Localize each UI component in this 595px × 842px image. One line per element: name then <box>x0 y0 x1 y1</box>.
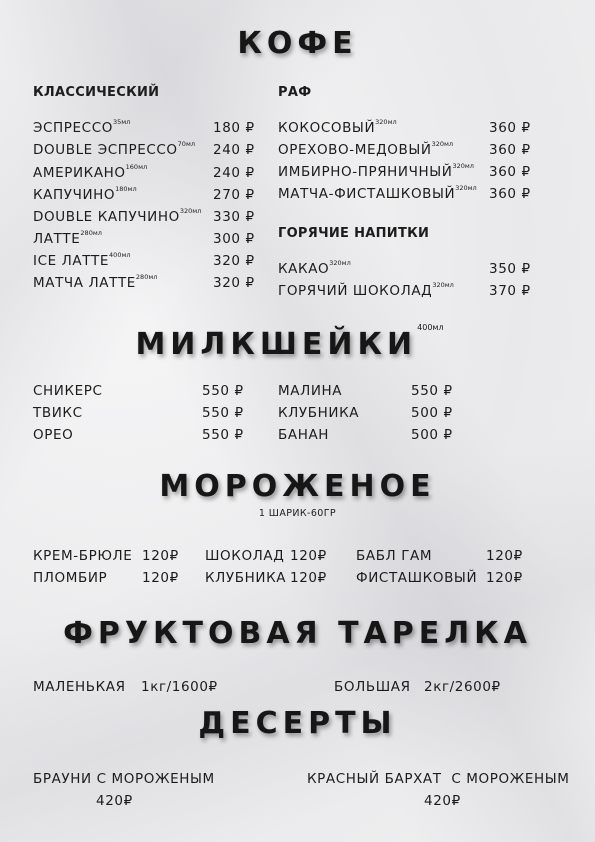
menu-item: $КОКОСОВЫЙ^{320мл}$ <box>278 118 397 136</box>
icecream-title: МОРОЖЕНОЕ <box>159 469 436 504</box>
menu-item: МАЛЕНЬКАЯ <box>33 679 126 695</box>
menu-item: ГОРЯЧИЙ $ШОКОЛАД^{320мл}$ <box>278 281 454 299</box>
icecream-note: 1 ШАРИК-60ГР <box>258 508 337 519</box>
menu-item: БОЛЬШАЯ <box>334 679 411 695</box>
menu-item-price: 120₽ <box>290 570 327 586</box>
menu-item: ОРЕО <box>33 427 74 443</box>
menu-item: $ЭСПРЕССО^{35мл}$ <box>33 118 131 136</box>
menu-item: КРАСНЫЙ БАРХАТ С МОРОЖЕНЫМ <box>307 771 570 787</box>
menu-item-price: 240 ₽ <box>213 142 255 158</box>
menu-item-price: 550 ₽ <box>202 427 244 443</box>
menu-item: $КАКАО^{320мл}$ <box>278 259 351 277</box>
menu-item-price: 360 ₽ <box>489 164 531 180</box>
menu-item: $КАПУЧИНО^{180мл}$ <box>33 185 137 203</box>
menu-item: ШОКОЛАД <box>205 548 285 564</box>
menu-item-price: 420₽ <box>424 793 461 809</box>
milkshakes-volume: 400мл <box>417 323 444 332</box>
menu-item-price: 330 ₽ <box>213 209 255 225</box>
milkshakes-title: $МИЛКШЕЙКИ^{400мл}$ <box>135 323 444 362</box>
menu-item: БАБЛ ГАМ <box>356 548 433 564</box>
menu-item-price: 120₽ <box>142 570 179 586</box>
menu-item: $АМЕРИКАНО^{160мл}$ <box>33 163 148 181</box>
menu-item: БАНАН <box>278 427 330 443</box>
menu-item-price: 120₽ <box>486 548 523 564</box>
menu-item: ФИСТАШКОВЫЙ <box>356 570 478 586</box>
menu-item: СНИКЕРС <box>33 383 103 399</box>
menu-item: МАТЧА-$ФИСТАШКОВЫЙ^{320мл}$ <box>278 184 477 202</box>
menu-item-price: 550 ₽ <box>202 383 244 399</box>
menu-item-price: 550 ₽ <box>202 405 244 421</box>
menu-item-price: 180 ₽ <box>213 120 255 136</box>
classic-heading: КЛАССИЧЕСКИЙ <box>33 85 160 100</box>
menu-item: КЛУБНИКА <box>278 405 360 421</box>
desserts-title: ДЕСЕРТЫ <box>198 706 397 741</box>
menu-item-price: 420₽ <box>96 793 133 809</box>
menu-item-price: 550 ₽ <box>411 383 453 399</box>
menu-item-price: 350 ₽ <box>489 261 531 277</box>
menu-item: КРЕМ-БРЮЛЕ <box>33 548 133 564</box>
menu-item: МАТЧА $ЛАТТЕ^{280мл}$ <box>33 273 158 291</box>
menu-item: ПЛОМБИР <box>33 570 108 586</box>
menu-item-price: 270 ₽ <box>213 187 255 203</box>
menu-item-price: 1кг/1600₽ <box>141 679 218 695</box>
fruit-title: ФРУКТОВАЯ ТАРЕЛКА <box>63 616 532 651</box>
hot-drinks-heading: ГОРЯЧИЕ НАПИТКИ <box>278 226 430 241</box>
coffee-title: КОФЕ <box>237 26 358 61</box>
menu-item-price: 320 ₽ <box>213 275 255 291</box>
menu-item: DOUBLE $КАПУЧИНО^{320мл}$ <box>33 207 202 225</box>
menu-item: КЛУБНИКА <box>205 570 287 586</box>
menu-item-price: 120₽ <box>486 570 523 586</box>
menu-item-price: 120₽ <box>290 548 327 564</box>
menu-item: DOUBLE $ЭСПРЕССО^{70мл}$ <box>33 140 196 158</box>
menu-item-price: 500 ₽ <box>411 427 453 443</box>
menu-item-price: 320 ₽ <box>213 253 255 269</box>
menu-item: ОРЕХОВО-$МЕДОВЫЙ^{320мл}$ <box>278 140 454 158</box>
menu-item-price: 370 ₽ <box>489 283 531 299</box>
menu-item-price: 2кг/2600₽ <box>424 679 501 695</box>
menu-item: ТВИКС <box>33 405 83 421</box>
menu-item: ИМБИРНО-$ПРЯНИЧНЫЙ^{320мл}$ <box>278 162 474 180</box>
menu-item-price: 360 ₽ <box>489 142 531 158</box>
menu-item-price: 360 ₽ <box>489 186 531 202</box>
menu-item: $ЛАТТЕ^{280мл}$ <box>33 229 102 247</box>
menu-item: ICE $ЛАТТЕ^{400мл}$ <box>33 251 131 269</box>
menu-item: БРАУНИ С МОРОЖЕНЫМ <box>33 771 215 787</box>
menu-item-price: 300 ₽ <box>213 231 255 247</box>
menu-item-price: 120₽ <box>142 548 179 564</box>
menu-item-price: 360 ₽ <box>489 120 531 136</box>
raf-heading: РАФ <box>278 85 312 100</box>
menu-item-price: 240 ₽ <box>213 165 255 181</box>
menu-item: МАЛИНА <box>278 383 343 399</box>
menu-item-price: 500 ₽ <box>411 405 453 421</box>
